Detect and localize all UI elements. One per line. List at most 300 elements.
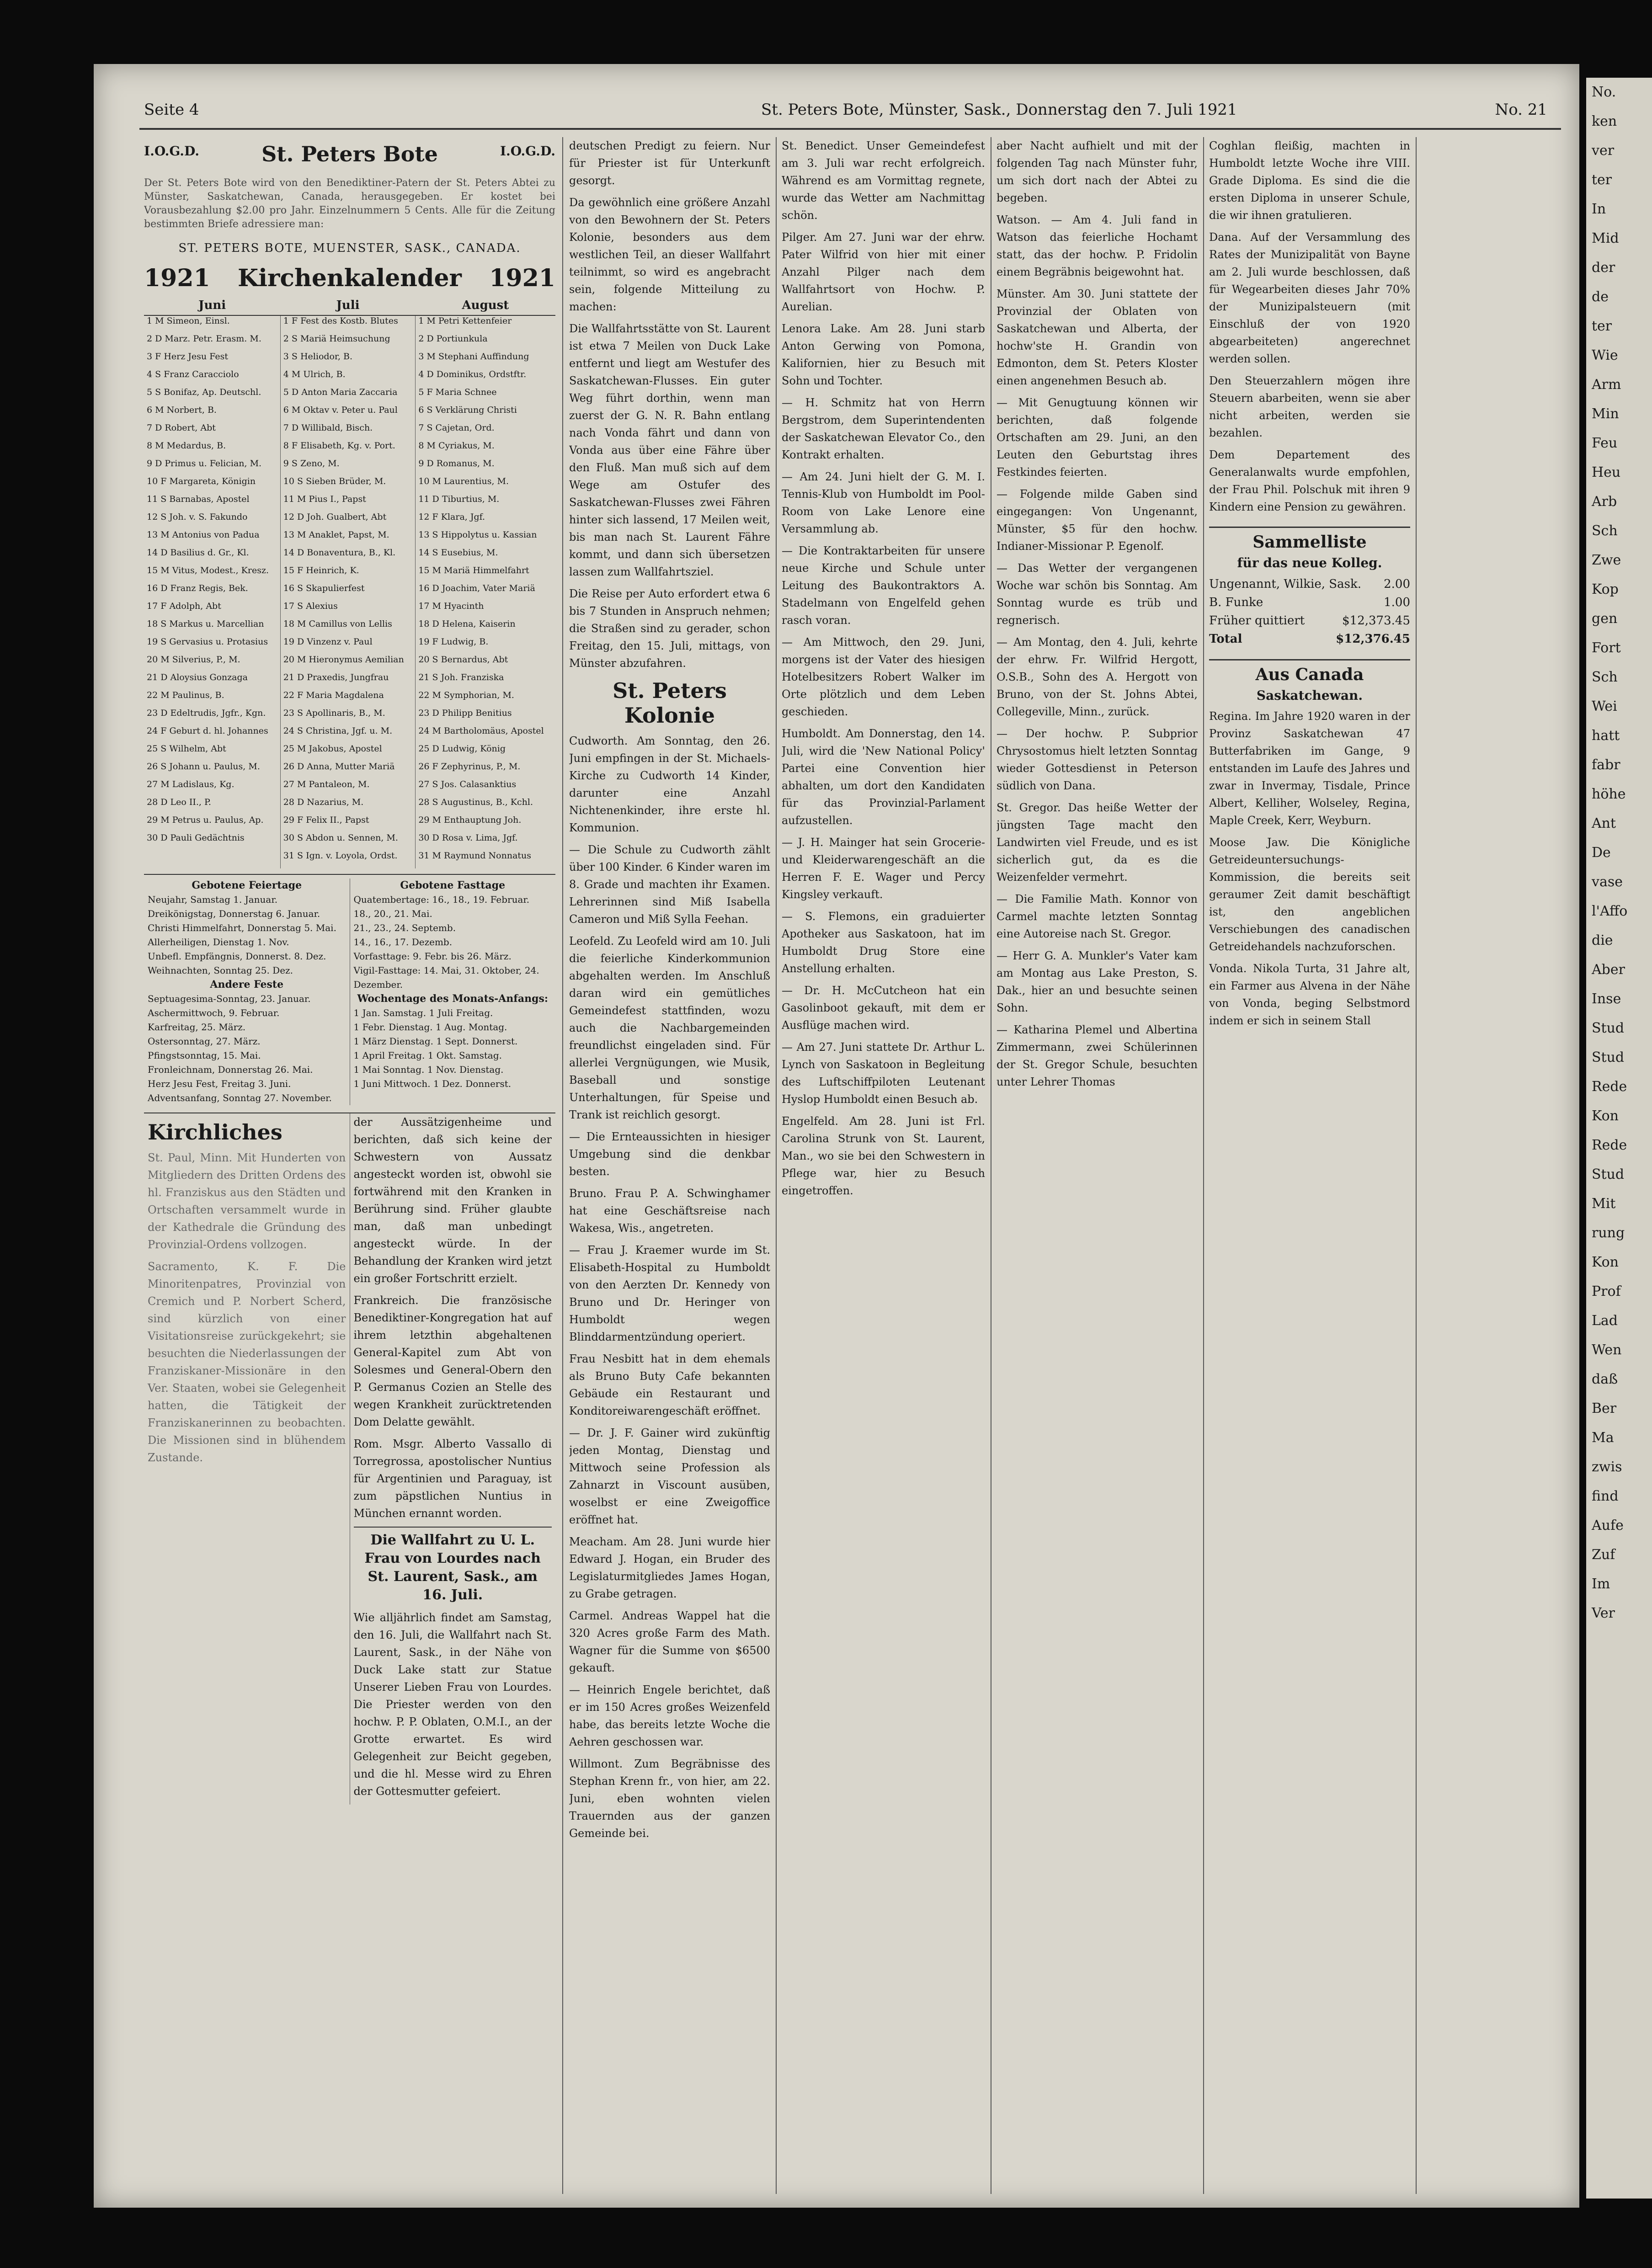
page-number: Seite 4 xyxy=(144,101,199,119)
newspaper-page xyxy=(94,64,1579,2208)
kalender-row xyxy=(144,530,555,548)
local-news-paragraph: Watson. — Am 4. Juli fand in Watson das feierliche Hochamt statt, das der hochw. P. Fridolin einem Begräbnis beigewohnt hat. xyxy=(997,213,1198,278)
local-news-paragraph: — Die Familie Math. Konnor von Carmel machte letzten Sonntag eine Autoreise nach St. Gregor. xyxy=(997,893,1198,940)
masthead-address: ST. PETERS BOTE, MUENSTER, SASK., CANADA. xyxy=(178,241,521,255)
kalender-day: 4 M Ulrich, B. xyxy=(280,369,416,387)
kirchliches-paragraph-list xyxy=(148,1149,346,1466)
masthead-left: I.O.G.D. xyxy=(144,144,200,159)
next-page-fragment: Min xyxy=(1592,406,1619,422)
next-page-fragment: ter xyxy=(1592,172,1612,188)
wochentag-item: 1 Juni Mittwoch. 1 Dez. Donnerst. xyxy=(353,1078,512,1089)
column-2-continued xyxy=(350,1113,556,1805)
kalender-day: 8 M Medardus, B. xyxy=(144,441,280,458)
kalender-day: 30 D Pauli Gedächtnis xyxy=(144,833,280,851)
fest-item: Septuagesima-Sonntag, 23. Januar. xyxy=(148,993,311,1004)
kalender-day: 13 M Antonius von Padua xyxy=(144,530,280,548)
fest-item: Karfreitag, 25. März. xyxy=(148,1022,246,1033)
next-page-fragment: die xyxy=(1592,932,1613,948)
kalender-row xyxy=(144,458,555,476)
gebotene-fasttage-heading: Gebotene Fasttage xyxy=(400,879,506,891)
kalender-year-right: 1921 xyxy=(489,264,555,292)
kirchliches-column xyxy=(144,1113,350,1805)
next-page-fragment: Ma xyxy=(1592,1430,1614,1446)
kalender-day: 25 S Wilhelm, Abt xyxy=(144,744,280,761)
kalender-rows xyxy=(144,315,555,868)
sammelliste-total-label: Total xyxy=(1209,632,1242,646)
canada-paragraph-list xyxy=(1209,708,1410,1029)
kalender-day: 28 D Nazarius, M. xyxy=(280,797,416,815)
next-page-fragment: Aber xyxy=(1592,962,1625,978)
fasttag-item: Vigil-Fasttage: 14. Mai, 31. Oktober, 24. Dezember. xyxy=(353,965,539,990)
month-august: August xyxy=(416,296,555,315)
kolonie-title: St. Peters Kolonie xyxy=(613,678,727,728)
kalender-day: 8 M Cyriakus, M. xyxy=(418,441,495,451)
kalender-day: 1 M Simeon, Einsl. xyxy=(144,315,280,334)
kalender-row xyxy=(144,494,555,512)
kalender-day: 20 M Silverius, P., M. xyxy=(144,655,280,672)
local-news-paragraph: — Katharina Plemel und Albertina Zimmermann, zwei Schülerinnen der St. Gregor Schule, besuchten unter Lehrer Thomas xyxy=(997,1023,1198,1088)
article-paragraph: Frankreich. Die französische Benediktiner-Kongregation hat auf ihrem letzthin abgehaltenen General-Kapitel zum Abt von Solesmes und General-Obern den P. Germanus Cozien an Stelle des wegen Krankheit zurücktretenden Dom Delatte gewählt. xyxy=(353,1294,552,1428)
fasttag-item: Quatembertage: 16., 18., 19. Februar. xyxy=(353,894,530,905)
page-header xyxy=(144,101,1561,128)
next-page-fragment: Heu xyxy=(1592,464,1621,480)
kalender-day: 10 S Sieben Brüder, M. xyxy=(280,476,416,494)
next-page-fragment: Fort xyxy=(1592,640,1621,656)
kalender-row xyxy=(144,405,555,423)
kalender-day: 19 D Vinzenz v. Paul xyxy=(280,637,416,655)
kalender-row xyxy=(144,334,555,351)
kalender-day: 2 S Mariä Heimsuchung xyxy=(280,334,416,351)
wochentag-item: 1 Febr. Dienstag. 1 Aug. Montag. xyxy=(353,1022,507,1033)
fest-item: Adventsanfang, Sonntag 27. November. xyxy=(148,1092,332,1103)
column-rule xyxy=(1203,137,1204,2194)
kalender-day: 21 D Aloysius Gonzaga xyxy=(144,672,280,690)
wallfahrt-paragraph-list xyxy=(569,137,770,672)
kolonie-paragraph: — Die Schule zu Cudworth zählt über 100 Kinder. 6 Kinder waren im 8. Grade und machten ihr Examen. Lehrerinnen sind Miß Isabella Cameron und Miß Sylla Feehan. xyxy=(569,843,770,926)
kalender-day: 1 F Fest des Kostb. Blutes xyxy=(280,315,416,334)
kalender-row xyxy=(144,797,555,815)
next-page-fragment: Kon xyxy=(1592,1254,1619,1270)
kolonie-paragraph: Frau Nesbitt hat in dem ehemals als Bruno Buty Cafe bekannten Gebäude ein Restaurant und Konditoreiwarengeschäft eröffnet. xyxy=(569,1352,770,1417)
kalender-day: 26 D Anna, Mutter Mariä xyxy=(280,761,416,779)
kolonie-paragraph: Cudworth. Am Sonntag, den 26. Juni empfingen in der St. Michaels-Kirche zu Cudworth 14 Kinder, darunter eine Anzahl Nichtenenkinder, ihre erste hl. Kommunion. xyxy=(569,735,770,834)
kalender-day: 13 M Anaklet, Papst, M. xyxy=(280,530,416,548)
kalender-day xyxy=(144,851,280,868)
local-news-paragraph: — J. H. Mainger hat sein Grocerie- und Kleiderwarengeschäft an die Herren F. E. Wager und Percy Kingsley verkauft. xyxy=(782,836,985,901)
fest-item: Ostersonntag, 27. März. xyxy=(148,1036,261,1047)
feiertage-block xyxy=(144,874,555,1105)
next-page-fragment: Wie xyxy=(1592,347,1618,363)
kolonie-paragraph-list xyxy=(569,732,770,1842)
kalender-day: 22 M Paulinus, B. xyxy=(144,690,280,708)
kalender-day: 11 S Barnabas, Apostel xyxy=(144,494,280,512)
sammelliste-total xyxy=(1209,630,1410,648)
kalender-row xyxy=(144,548,555,565)
issue-number: No. 21 xyxy=(1495,101,1547,119)
kalender-day: 31 M Raymund Nonnatus xyxy=(418,851,532,861)
kalender-day: 4 S Franz Caracciolo xyxy=(144,369,280,387)
next-page-fragment: Kop xyxy=(1592,581,1619,597)
fest-item: Pfingstsonntag, 15. Mai. xyxy=(148,1050,261,1061)
dana-paragraph: Den Steuerzahlern mögen ihre Steuern abarbeiten, wenn sie aber nicht arbeiten, werden sie bezahlen. xyxy=(1209,374,1410,439)
wallfahrt-paragraph: Die Reise per Auto erfordert etwa 6 bis 7 Stunden in Anspruch nehmen; die Straßen sind zu gerader, schon Freitag, den 15. Juli, mittags, von Münster abzufahren. xyxy=(569,587,770,670)
dana-paragraph: Dem Departement des Generalanwalts wurde empfohlen, der Frau Phil. Polschuk mit ihren 9 Kindern eine Pension zu gewähren. xyxy=(1209,448,1410,513)
next-page-fragment: Rede xyxy=(1592,1079,1627,1095)
kalender-day: 31 S Ign. v. Loyola, Ordst. xyxy=(280,851,416,868)
sammelliste-rows xyxy=(1209,575,1410,630)
column-7-blank xyxy=(1422,137,1579,2194)
column-rule xyxy=(562,137,563,2194)
kalender-day: 5 S Bonifaz, Ap. Deutschl. xyxy=(144,387,280,405)
fest-item: Fronleichnam, Donnerstag 26. Mai. xyxy=(148,1064,313,1075)
next-page-fragment: Inse xyxy=(1592,991,1621,1007)
kalender-row xyxy=(144,583,555,601)
fasttag-item: 21., 23., 24. Septemb. xyxy=(353,922,456,933)
wochentage-heading: Wochentage des Monats-Anfangs: xyxy=(357,993,548,1005)
kalender-row xyxy=(144,744,555,761)
column-4 xyxy=(782,137,985,2194)
kalender-day: 21 S Joh. Franziska xyxy=(418,672,504,682)
kalender-row xyxy=(144,565,555,583)
kalender-day: 11 D Tiburtius, M. xyxy=(418,494,500,504)
kalender-row xyxy=(144,351,555,369)
kalender-row xyxy=(144,833,555,851)
sammelliste-total-amount: $12,376.45 xyxy=(1336,632,1410,646)
next-page-fragment: Stud xyxy=(1592,1049,1625,1065)
kalender-row xyxy=(144,387,555,405)
next-page-fragment: Mid xyxy=(1592,230,1619,246)
next-page-fragment: daß xyxy=(1592,1371,1618,1387)
kalender-day: 25 M Jakobus, Apostel xyxy=(280,744,416,761)
next-page-fragment: ver xyxy=(1592,143,1615,159)
wallfahrt-paragraph: Die Wallfahrtsstätte von St. Laurent ist etwa 7 Meilen von Duck Lake entfernt und liegt am Westufer des Saskatchewan-Flusses. Ein guter Weg führt dorthin, wenn man zuerst der G. N. R. Bahn entlang nach Vonda fährt und dann von Vonda aus über eine Fähre über den Fluß. Man muß sich auf dem Wege am Ostufer des Saskatchewan-Flusses zwei Fähren hinter sich lassend, 17 Meilen weit, bis man nach St. Laurent Fähre kommt, und dann sich übersetzen lassen zum Wallfahrtsziel. xyxy=(569,322,770,578)
kalender-day: 24 S Christina, Jgf. u. M. xyxy=(280,726,416,744)
kalender-day: 6 M Norbert, B. xyxy=(144,405,280,423)
kalender-day: 15 F Heinrich, K. xyxy=(280,565,416,583)
kolonie-paragraph: Meacham. Am 28. Juni wurde hier Edward J. Hogan, ein Bruder des Legislaturmitgliedes James Hogan, zu Grabe getragen. xyxy=(569,1535,770,1600)
kalender-row xyxy=(144,708,555,726)
kalender-day: 16 D Franz Regis, Bek. xyxy=(144,583,280,601)
dateline: St. Peters Bote, Münster, Sask., Donnerstag den 7. Juli 1921 xyxy=(761,101,1237,119)
next-page-fragment: Kon xyxy=(1592,1108,1619,1124)
kalender-day: 17 S Alexius xyxy=(280,601,416,619)
feiertag-item-list xyxy=(148,893,346,978)
kalender-day: 19 S Gervasius u. Protasius xyxy=(144,637,280,655)
next-page-fragment: Arm xyxy=(1592,377,1621,393)
next-page-edge xyxy=(1586,78,1652,2199)
donor-name: Ungenannt, Wilkie, Sask. xyxy=(1209,577,1361,591)
next-page-fragment: Ant xyxy=(1592,815,1616,831)
local-news-paragraph: — Die Kontraktarbeiten für unsere neue Kirche und Schule unter Leitung des Baukontraktors A. Stadelmann von Engelfeld gehen rasch voran. xyxy=(782,544,985,627)
kalender-day: 7 D Robert, Abt xyxy=(144,423,280,441)
canada-subtitle: Saskatchewan. xyxy=(1256,688,1363,703)
local-news-paragraph-list xyxy=(782,137,985,1199)
kalender-table xyxy=(144,296,555,868)
kalender-day: 16 S Skapulierfest xyxy=(280,583,416,601)
canada-paragraph: Vonda. Nikola Turta, 31 Jahre alt, ein Farmer aus Alvena in der Nähe von Vonda, beging Selbstmord indem er sich in seinem Stall xyxy=(1209,962,1410,1027)
local-news-paragraph: St. Benedict. Unser Gemeindefest am 3. Juli war recht erfolgreich. Während es am Vormittag regnete, wurde das Wetter am Nachmittag schön. xyxy=(782,139,985,222)
kalender-day: 2 D Portiunkula xyxy=(418,334,488,344)
kalender-row xyxy=(144,815,555,833)
local-news-paragraph: aber Nacht aufhielt und mit der folgenden Tag nach Münster fuhr, um sich dort nach der Abtei zu begeben. xyxy=(997,139,1198,204)
kalender-day: 17 F Adolph, Abt xyxy=(144,601,280,619)
next-page-fragment: Stud xyxy=(1592,1020,1625,1036)
local-news-paragraph: Lenora Lake. Am 28. Juni starb Anton Gerwing von Pomona, Kalifornien, hier zu Besuch mit Sohn und Tochter. xyxy=(782,322,985,387)
local-news-paragraph: — Am Mittwoch, den 29. Juni, morgens ist der Vater des hiesigen Hotelbesitzers Robert Walker im Orte plötzlich und dem Leben geschieden. xyxy=(782,636,985,718)
next-page-fragment: gen xyxy=(1592,611,1618,627)
kalender-day: 2 D Marz. Petr. Erasm. M. xyxy=(144,334,280,351)
kolonie-paragraph: Bruno. Frau P. A. Schwinghamer hat eine Geschäftsreise nach Wakesa, Wis., angetreten. xyxy=(569,1187,770,1235)
kalender-day: 13 S Hippolytus u. Kassian xyxy=(418,530,537,540)
next-page-fragment: l'Affo xyxy=(1592,903,1628,919)
kalender-row xyxy=(144,619,555,637)
kalender-day: 30 D Rosa v. Lima, Jgf. xyxy=(418,833,518,843)
kalender-day: 7 D Willibald, Bisch. xyxy=(280,423,416,441)
kalender-day: 30 S Abdon u. Sennen, M. xyxy=(280,833,416,851)
kalender-day: 9 D Romanus, M. xyxy=(418,458,495,469)
kirchliches-paragraph: Sacramento, K. F. Die Minoritenpatres, Provinzial von Cremich und P. Norbert Scherd, sind kürzlich von einer Visitationsreise zurückgekehrt; sie besuchten die Niederlassungen der Franziskaner-Missionäre in den Ver. Staaten, wobei sie Gelegenheit hatten, die Tätigkeit der Franziskanerinnen zu beobachten. Die Missionen sind in blühendem Zustande. xyxy=(148,1260,346,1464)
feiertag-item: Dreikönigstag, Donnerstag 6. Januar. xyxy=(148,908,320,919)
kalender-day: 18 S Markus u. Marcellian xyxy=(144,619,280,637)
kolonie-paragraph: Willmont. Zum Begräbnisse des Stephan Krenn fr., von hier, am 22. Juni, eben wohnten vielen Trauernden aus der ganzen Gemeinde bei. xyxy=(569,1757,770,1840)
kolonie-paragraph: — Heinrich Engele berichtet, daß er im 150 Acres großes Weizenfeld habe, das bereits letzte Woche die Aehren geschossen war. xyxy=(569,1683,770,1748)
gebotene-feiertage xyxy=(144,878,350,1105)
kalender-day: 6 S Verklärung Christi xyxy=(418,405,517,415)
next-page-fragment: zwis xyxy=(1592,1459,1622,1475)
kalender-day: 29 M Petrus u. Paulus, Ap. xyxy=(144,815,280,833)
wochentag-item-list xyxy=(354,1006,552,1091)
kalender-day: 15 M Mariä Himmelfahrt xyxy=(418,565,529,575)
wallfahrt-text: Wie alljährlich findet am Samstag, den 16. Juli, die Wallfahrt nach St. Laurent, Sask., in der Nähe von Duck Lake statt zur Statue Unserer Lieben Frau von Lourdes. Die Priester werden von den hochw. P. P. Oblaten, O.M.I., an der Grotte erwartet. Es wird Gelegenheit zur Beicht gegeben, und die hl. Messe wird zu Ehren der Gottesmutter gefeiert. xyxy=(353,1611,552,1798)
kalender-day: 14 D Bonaventura, B., Kl. xyxy=(280,548,416,565)
kalender-day: 28 S Augustinus, B., Kchl. xyxy=(418,797,533,807)
local-news-paragraph: — S. Flemons, ein graduierter Apotheker aus Saskatoon, hat im Humboldt Drug Store eine Anstellung erhalten. xyxy=(782,910,985,975)
wochentag-item: 1 April Freitag. 1 Okt. Samstag. xyxy=(353,1050,502,1061)
kalender-row xyxy=(144,476,555,494)
kalender-row xyxy=(144,315,555,334)
local-news-paragraph: Pilger. Am 27. Juni war der ehrw. Pater Wilfrid von hier mit einer Anzahl Pilger nach dem Wallfahrtsort von Hochw. P. Aurelian. xyxy=(782,231,985,313)
next-page-fragment: rung xyxy=(1592,1225,1625,1241)
kalender-day: 12 F Klara, Jgf. xyxy=(418,512,485,522)
masthead xyxy=(144,142,555,166)
kolonie-paragraph: Leofeld. Zu Leofeld wird am 10. Juli die feierliche Kinderkommunion abgehalten werden. Im Anschluß daran wird ein gemütliches Gemeindefest stattfinden, wozu auch die Nachbargemeinden freundlichst eingeladen sind. Für allerlei Vergnügungen, wie Musik, Baseball und sonstige Unterhaltungen, für Speise und Trank ist reichlich gesorgt. xyxy=(569,935,770,1121)
local-news-paragraph: St. Gregor. Das heiße Wetter der jüngsten Tage macht den Landwirten viel Freude, und es ist sicherlich gut, da es die Weizenfelder vermehrt. xyxy=(997,801,1198,884)
gebotene-feiertage-heading: Gebotene Feiertage xyxy=(192,879,302,891)
kalender-day: 9 S Zeno, M. xyxy=(280,458,416,476)
kolonie-paragraph: — Die Ernteaussichten in hiesiger Umgebung sind die denkbar besten. xyxy=(569,1130,770,1178)
kalender-day: 9 D Primus u. Felician, M. xyxy=(144,458,280,476)
wochentag-item: 1 Jan. Samstag. 1 Juli Freitag. xyxy=(353,1007,493,1018)
kalender-day: 12 S Joh. v. S. Fakundo xyxy=(144,512,280,530)
next-page-fragment: find xyxy=(1592,1488,1619,1504)
article-paragraph-list xyxy=(354,1113,552,1522)
local-news-paragraph: — H. Schmitz hat von Herrn Bergstrom, dem Superintendenten der Saskatchewan Elevator Co., den Kontrakt erhalten. xyxy=(782,396,985,461)
fest-item-list xyxy=(148,992,346,1105)
kalender-day: 23 D Edeltrudis, Jgfr., Kgn. xyxy=(144,708,280,726)
kalender-day: 3 M Stephani Auffindung xyxy=(418,351,529,362)
kalender-day: 27 M Pantaleon, M. xyxy=(280,779,416,797)
kalender-day: 26 S Johann u. Paulus, M. xyxy=(144,761,280,779)
next-page-fragment: Sch xyxy=(1592,523,1618,539)
kalender-year-left: 1921 xyxy=(144,264,210,292)
wochentag-item: 1 Mai Sonntag. 1 Nov. Dienstag. xyxy=(353,1064,504,1075)
andere-feste-heading: Andere Feste xyxy=(210,979,284,990)
kalender-day: 19 F Ludwig, B. xyxy=(418,637,489,647)
kirchliches-title: Kirchliches xyxy=(148,1120,282,1145)
kalender-day: 1 M Petri Kettenfeier xyxy=(418,316,512,326)
kolonie-paragraph: — Frau J. Kraemer wurde im St. Elisabeth-Hospital zu Humboldt von den Aerzten Dr. Kennedy von Bruno und Dr. Heringer von Humboldt wegen Blinddarmentzündung operiert. xyxy=(569,1244,770,1343)
feiertag-item: Neujahr, Samstag 1. Januar. xyxy=(148,894,278,905)
local-news-paragraph: Engelfeld. Am 28. Juni ist Frl. Carolina Strunk von St. Laurent, Man., wo sie bei den Schwestern in Pflege war, hier zu Besuch eingetroffen. xyxy=(782,1115,985,1197)
donor-name: B. Funke xyxy=(1209,596,1263,609)
column-5 xyxy=(997,137,1198,2194)
kalender-day: 5 F Maria Schnee xyxy=(418,387,497,397)
kalender-row xyxy=(144,601,555,619)
kalender-day: 29 M Enthauptung Joh. xyxy=(418,815,522,825)
kalender-row xyxy=(144,761,555,779)
canada-paragraph: Regina. Im Jahre 1920 waren in der Provinz Saskatchewan 47 Butterfabriken im Gange, 9 entstanden im Laufe des Jahres und zwar in Invermay, Tisdale, Prince Albert, Kelliher, Wolseley, Regina, Maple Creek, Kerr, Weyburn. xyxy=(1209,710,1410,827)
fasttag-item: Vorfasttage: 9. Febr. bis 26. März. xyxy=(353,951,512,962)
next-page-fragment: In xyxy=(1592,201,1606,217)
column-6 xyxy=(1209,137,1410,2194)
fasttag-item: 14., 16., 17. Dezemb. xyxy=(353,937,453,948)
local-news-paragraph: — Folgende milde Gaben sind eingegangen: Von Ungenannt, Münster, $5 für den hochw. Indianer-Missionar P. Egenolf. xyxy=(997,488,1198,553)
next-page-fragment: vase xyxy=(1592,874,1623,890)
kalender-day: 26 F Zephyrinus, P., M. xyxy=(418,761,521,772)
next-page-fragment: Mit xyxy=(1592,1196,1616,1212)
kirchliches-paragraph: St. Paul, Minn. Mit Hunderten von Mitgliedern des Dritten Ordens des hl. Franziskus aus den Städten und Ortschaften versammelt wurde in der Kathedrale die Gründung des Provinzial-Ordens vollzogen. xyxy=(148,1151,346,1251)
wochentag-item: 1 März Dienstag. 1 Sept. Donnerst. xyxy=(353,1036,518,1047)
column-1 xyxy=(144,137,555,2194)
kalender-day: 27 S Jos. Calasanktius xyxy=(418,779,517,789)
kalender-day: 8 F Elisabeth, Kg. v. Port. xyxy=(280,441,416,458)
kalender-row xyxy=(144,637,555,655)
kalender-day: 23 S Apollinaris, B., M. xyxy=(280,708,416,726)
next-page-fragment: Rede xyxy=(1592,1137,1627,1153)
next-page-fragment: Stud xyxy=(1592,1166,1625,1182)
sammelliste-subtitle: für das neue Kolleg. xyxy=(1237,555,1382,570)
kalender-row xyxy=(144,369,555,387)
kalender-day: 20 M Hieronymus Aemilian xyxy=(280,655,416,672)
next-page-fragment: Aufe xyxy=(1592,1517,1624,1533)
header-rule xyxy=(139,128,1561,130)
local-news-paragraph: Münster. Am 30. Juni stattete der Provinzial der Oblaten von Saskatchewan und Alberta, der hochw'ste H. Grandin von Edmonton, dem St. Peters Kloster einen angenehmen Besuch ab. xyxy=(997,287,1198,387)
local-news-paragraph: — Mit Genugtuung können wir berichten, daß folgende Ortschaften am 29. Juni, an den Leuten den Geburtstag ihres Festkindes feierten. xyxy=(997,396,1198,479)
kalender-day: 29 F Felix II., Papst xyxy=(280,815,416,833)
kalender-day: 6 M Oktav v. Peter u. Paul xyxy=(280,405,416,423)
feiertag-item: Allerheiligen, Dienstag 1. Nov. xyxy=(148,937,289,948)
kalender-row xyxy=(144,441,555,458)
next-page-fragment: No. xyxy=(1592,84,1616,100)
local-news-paragraph-list xyxy=(997,137,1198,1091)
next-page-fragment: fabr xyxy=(1592,757,1620,773)
kalender-day: 20 S Bernardus, Abt xyxy=(418,655,508,665)
next-page-fragment: Zwe xyxy=(1592,552,1621,568)
month-juli: Juli xyxy=(280,296,416,315)
kalender-day: 24 F Geburt d. hl. Johannes xyxy=(144,726,280,744)
sammelliste-title: Sammelliste xyxy=(1209,527,1410,552)
feiertag-item: Christi Himmelfahrt, Donnerstag 5. Mai. xyxy=(148,922,336,933)
feiertag-item: Weihnachten, Sonntag 25. Dez. xyxy=(148,965,293,976)
kalender-day: 7 S Cajetan, Ord. xyxy=(418,423,495,433)
masthead-title: St. Peters Bote xyxy=(261,142,438,166)
column-rule xyxy=(776,137,777,2194)
kalender-title xyxy=(144,264,555,292)
article-paragraph: Rom. Msgr. Alberto Vassallo di Torregrossa, apostolischer Nuntius für Argentinien und Paraguay, ist zum päpstlichen Nuntius in München ernannt worden. xyxy=(353,1437,552,1520)
kalender-day: 22 F Maria Magdalena xyxy=(280,690,416,708)
wallfahrt-headline: Die Wallfahrt zu U. L. Frau von Lourdes nach St. Laurent, Sask., am 16. Juli. xyxy=(354,1527,552,1604)
fest-item: Herz Jesu Fest, Freitag 3. Juni. xyxy=(148,1078,291,1089)
lower-columns xyxy=(144,1113,555,1805)
kalender-row xyxy=(144,672,555,690)
next-page-fragment: höhe xyxy=(1592,786,1626,802)
dana-paragraph: Dana. Auf der Versammlung des Rates der Munizipalität von Bayne am 2. Juli wurde beschlossen, daß für Wegearbeiten dieses Jahr 70% der Munizipalsteuern (mit Einschluß der von 1920 abgearbeiteten) angerechnet werden sollen. xyxy=(1209,231,1410,365)
month-juni: Juni xyxy=(144,296,280,315)
wallfahrt-paragraph: Da gewöhnlich eine größere Anzahl von den Bewohnern der St. Peters Kolonie, besonders aus dem westlichen Teil, an dieser Wallfahrt teilnimmt, so wird es angebracht sein, folgende Mitteilung zu machen: xyxy=(569,196,770,313)
sammelliste-row xyxy=(1209,612,1410,630)
kalender-day: 3 F Herz Jesu Fest xyxy=(144,351,280,369)
fasttag-item-list xyxy=(354,893,552,992)
next-page-fragment: Wei xyxy=(1592,698,1617,714)
next-page-fragment: Feu xyxy=(1592,435,1618,451)
next-page-fragment: Ver xyxy=(1592,1605,1615,1621)
kalender-day: 28 D Leo II., P. xyxy=(144,797,280,815)
next-page-fragment: Arb xyxy=(1592,494,1617,510)
column-3 xyxy=(569,137,770,2194)
next-page-fragment: Zuf xyxy=(1592,1547,1615,1563)
next-page-fragment: ter xyxy=(1592,318,1612,334)
sammelliste-row xyxy=(1209,593,1410,612)
next-page-fragment: der xyxy=(1592,260,1615,276)
kolonie-paragraph: Carmel. Andreas Wappel hat die 320 Acres große Farm des Math. Wagner für die Summe von $6500 gekauft. xyxy=(569,1609,770,1674)
donation-amount: 1.00 xyxy=(1384,596,1410,609)
kalender-row xyxy=(144,851,555,868)
kalender-day: 11 M Pius I., Papst xyxy=(280,494,416,512)
feiertag-item: Unbefl. Empfängnis, Donnerst. 8. Dez. xyxy=(148,951,326,962)
local-news-paragraph: Humboldt. Am Donnerstag, den 14. Juli, wird die 'New National Policy' Partei eine Convention hier abhalten, um dort den Kandidaten für das Provinzial-Parlament aufzustellen. xyxy=(782,727,985,827)
next-page-fragment: de xyxy=(1592,289,1609,305)
kalender-day: 23 D Philipp Benitius xyxy=(418,708,512,718)
kalender-day: 27 M Ladislaus, Kg. xyxy=(144,779,280,797)
gebotene-fasttage xyxy=(350,878,556,1105)
sammelliste-row xyxy=(1209,575,1410,593)
next-page-fragment: De xyxy=(1592,845,1611,861)
kalender-row xyxy=(144,512,555,530)
local-news-paragraph: — Der hochw. P. Subprior Chrysostomus hielt letzten Sonntag wieder Gottesdienst in Peterson südlich von Dana. xyxy=(997,727,1198,792)
column-rule xyxy=(1416,137,1417,2194)
canada-paragraph: Moose Jaw. Die Königliche Getreideuntersuchungs-Kommission, die bereits seit geraumer Zeit damit beschäftigt ist, den angeblichen Verschiebungen des canadischen Getreidehandels nachzuforschen. xyxy=(1209,836,1410,953)
kalender-day: 18 D Helena, Kaiserin xyxy=(418,619,516,629)
local-news-paragraph: — Am 24. Juni hielt der G. M. I. Tennis-Klub von Humboldt im Pool-Room von Lake Lenore eine Versammlung ab. xyxy=(782,470,985,535)
next-page-fragment: Sch xyxy=(1592,669,1618,685)
next-page-fragment: Prof xyxy=(1592,1283,1621,1299)
kalender-row xyxy=(144,655,555,672)
kalender-day: 16 D Joachim, Vater Mariä xyxy=(418,583,535,593)
next-page-fragment: Wen xyxy=(1592,1342,1622,1358)
next-page-fragment: Lad xyxy=(1592,1313,1618,1329)
kalender-day: 3 S Heliodor, B. xyxy=(280,351,416,369)
kalender-day: 14 S Eusebius, M. xyxy=(418,548,498,558)
next-page-fragment: Im xyxy=(1592,1576,1610,1592)
kalender-row xyxy=(144,726,555,744)
kalender-row xyxy=(144,690,555,708)
kolonie-paragraph: — Dr. J. F. Gainer wird zukünftig jeden Montag, Dienstag und Mittwoch seine Profession als Zahnarzt in Viscount ausüben, woselbst er eine Zweigoffice eröffnet hat. xyxy=(569,1427,770,1526)
kalender-day: 22 M Symphorian, M. xyxy=(418,690,514,700)
fest-item: Aschermittwoch, 9. Februar. xyxy=(148,1007,280,1018)
kalender-day: 17 M Hyacinth xyxy=(418,601,484,611)
kalender-day: 14 D Basilius d. Gr., Kl. xyxy=(144,548,280,565)
wallfahrt-paragraph: deutschen Predigt zu feiern. Nur für Priester ist für Unterkunft gesorgt. xyxy=(569,139,770,187)
